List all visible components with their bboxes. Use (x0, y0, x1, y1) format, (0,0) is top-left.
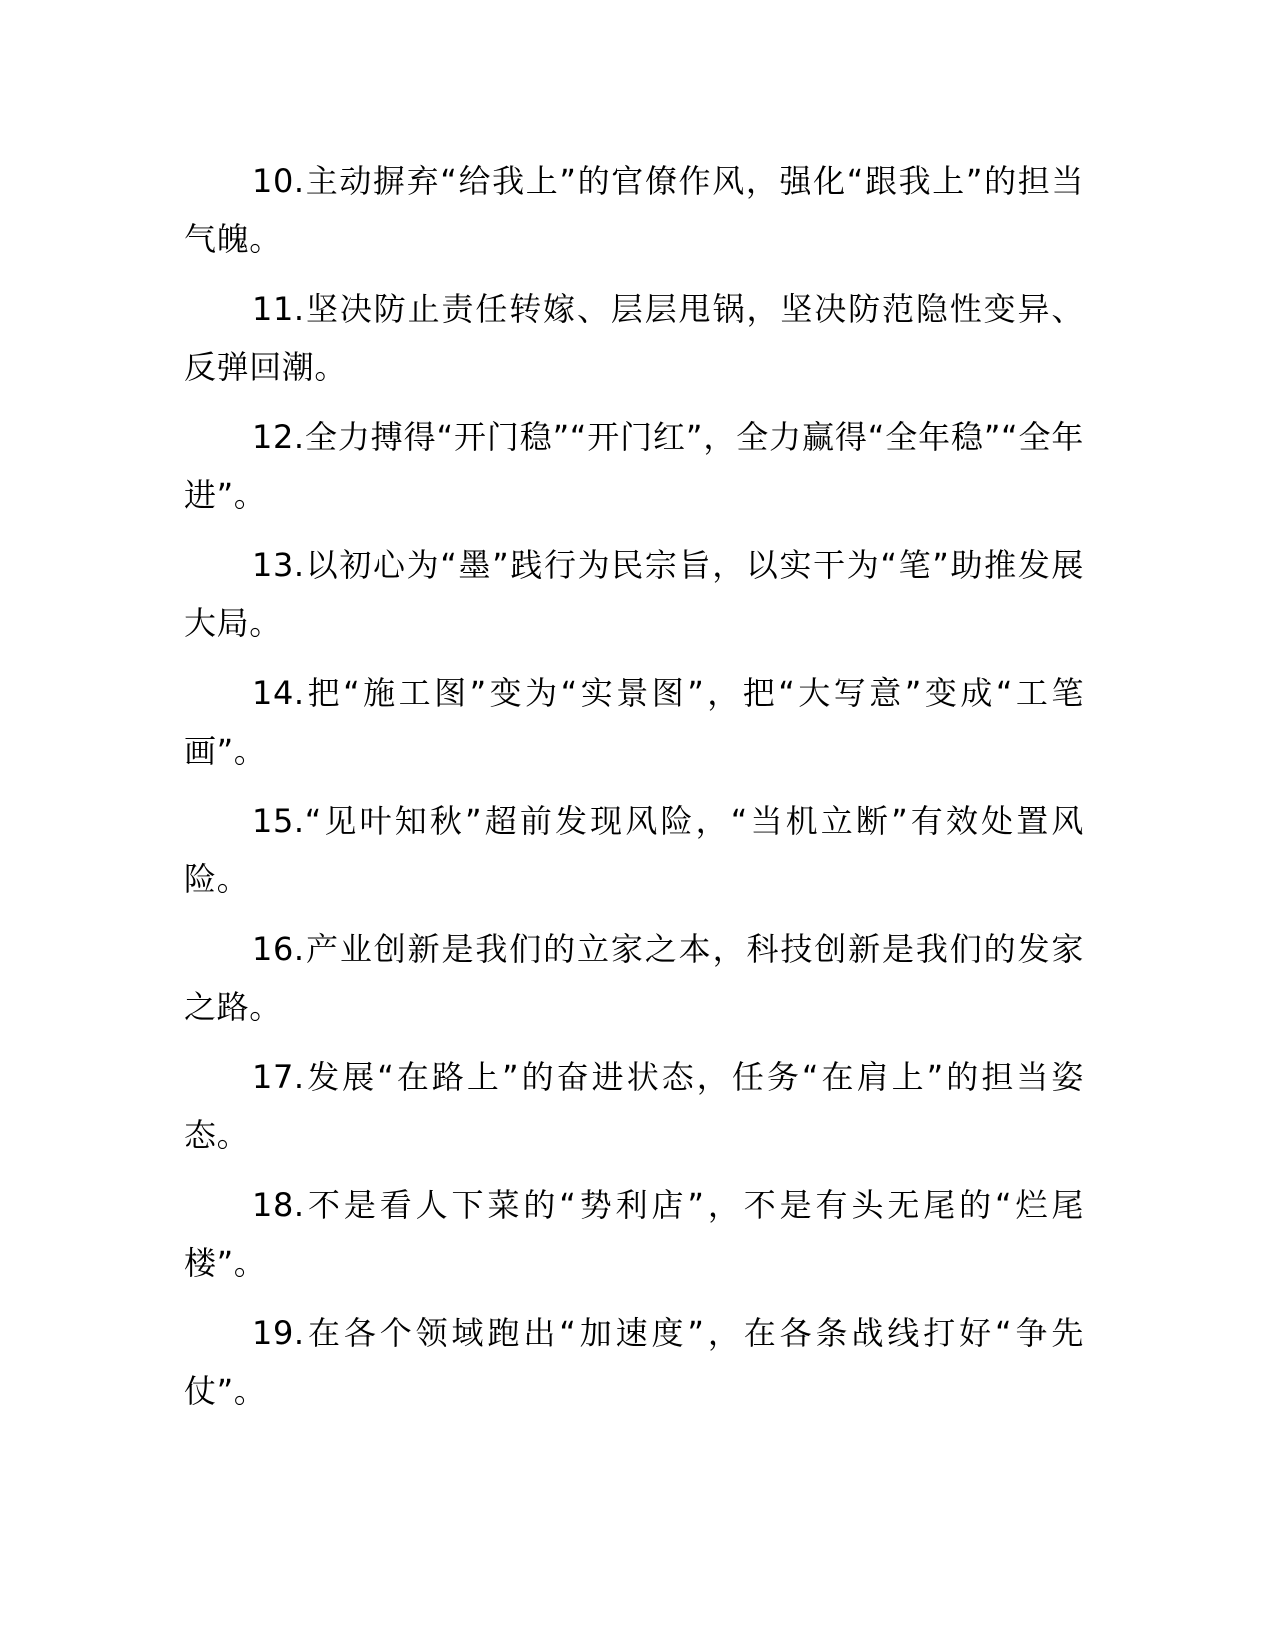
paragraph-19: 19.在各个领域跑出“加速度”，在各条战线打好“争先仗”。 (184, 1314, 1084, 1410)
paragraph-17: 17.发展“在路上”的奋进状态，任务“在肩上”的担当姿态。 (184, 1058, 1084, 1154)
paragraph-13: 13.以初心为“墨”践行为民宗旨，以实干为“笔”助推发展大局。 (184, 546, 1084, 642)
paragraph-10: 10.主动摒弃“给我上”的官僚作风，强化“跟我上”的担当气魄。 (184, 162, 1084, 258)
paragraph-12: 12.全力搏得“开门稳”“开门红”，全力赢得“全年稳”“全年进”。 (184, 418, 1084, 514)
document-body (184, 152, 1084, 1432)
paragraph-18: 18.不是看人下菜的“势利店”，不是有头无尾的“烂尾楼”。 (184, 1186, 1084, 1282)
paragraph-14: 14.把“施工图”变为“实景图”，把“大写意”变成“工笔画”。 (184, 674, 1084, 770)
paragraph-11: 11.坚决防止责任转嫁、层层甩锅，坚决防范隐性变异、反弹回潮。 (184, 290, 1084, 386)
paragraph-16: 16.产业创新是我们的立家之本，科技创新是我们的发家之路。 (184, 930, 1084, 1026)
paragraph-15: 15.“见叶知秋”超前发现风险，“当机立断”有效处置风险。 (184, 802, 1084, 898)
